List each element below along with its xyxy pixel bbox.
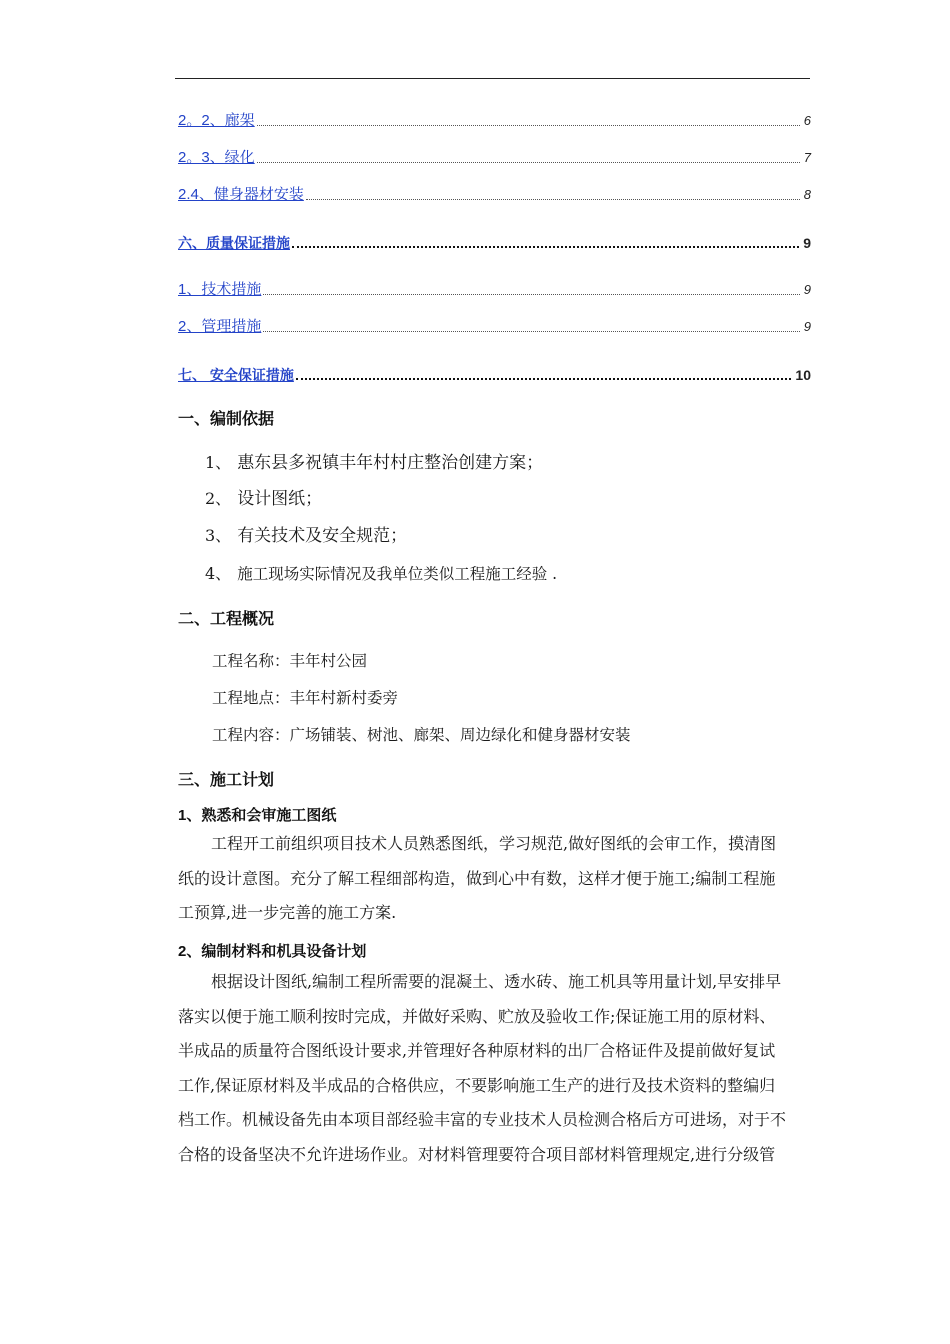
toc-link[interactable]: 2。3、绿化	[178, 149, 255, 166]
toc-page-number: 10	[795, 367, 811, 383]
paragraph-line: 纸的设计意图。充分了解工程细部构造，做到心中有数，这样才便于施工;编制工程施	[178, 868, 776, 888]
project-name: 工程名称：丰年村公园	[212, 652, 368, 670]
section-heading: 一、编制依据	[178, 411, 275, 428]
toc-page-number: 8	[803, 187, 811, 202]
toc-page-number: 7	[803, 150, 811, 165]
basis-item	[205, 448, 543, 473]
toc-entry[interactable]	[178, 277, 811, 299]
item-text: 有关技术及安全规范；	[237, 526, 408, 546]
toc-leader	[296, 378, 792, 380]
toc-page-number: 9	[803, 235, 811, 251]
paragraph-line: 落实以便于施工顺利按时完成，并做好采购、贮放及验收工作;保证施工用的原材料、	[178, 1006, 776, 1026]
toc-entry[interactable]	[178, 314, 811, 336]
paragraph	[178, 965, 810, 1172]
subsection-heading: 1、熟悉和会审施工图纸	[178, 807, 337, 824]
toc-link[interactable]: 六、质量保证措施	[178, 235, 290, 251]
toc-leader	[257, 125, 800, 126]
paragraph-line: 档工作。机械设备先由本项目部经验丰富的专业技术人员检测合格后方可进场，对于不	[178, 1110, 787, 1129]
toc-link[interactable]: 2。2、廊架	[178, 112, 255, 129]
toc-leader	[263, 331, 799, 332]
toc-leader	[263, 294, 799, 295]
paragraph-line: 工预算,进一步完善的施工方案.	[178, 903, 397, 922]
toc-link[interactable]: 七、 安全保证措施	[178, 367, 294, 383]
toc-leader	[292, 246, 799, 248]
header-rule	[175, 78, 810, 79]
toc-page-number: 6	[803, 113, 811, 128]
paragraph	[178, 827, 810, 931]
toc-entry[interactable]	[178, 145, 811, 167]
paragraph-line: 根据设计图纸,编制工程所需要的混凝土、透水砖、施工机具等用量计划,早安排早	[211, 972, 782, 991]
basis-item	[205, 561, 557, 584]
toc-leader	[257, 162, 800, 163]
section-heading: 三、施工计划	[178, 772, 275, 789]
toc-link[interactable]: 2、管理措施	[178, 318, 262, 335]
project-location: 工程地点：丰年村新村委旁	[212, 689, 399, 707]
toc-entry[interactable]	[178, 108, 811, 130]
item-text: 施工现场实际情况及我单位类似工程施工经验 .	[237, 565, 558, 583]
item-text: 设计图纸；	[237, 489, 323, 509]
toc-page-number: 9	[803, 319, 811, 334]
item-number: 4、	[205, 564, 232, 583]
project-content: 工程内容：广场铺装、树池、廊架、周边绿化和健身器材安装	[212, 726, 631, 744]
paragraph-line: 工作,保证原材料及半成品的合格供应，不要影响施工生产的进行及技术资料的整编归	[178, 1075, 776, 1095]
toc-leader	[306, 199, 800, 200]
toc-link[interactable]: 1、技术措施	[178, 281, 262, 298]
toc-entry[interactable]	[178, 182, 811, 204]
item-number: 2、	[205, 489, 232, 508]
basis-item	[205, 521, 407, 546]
subsection-heading: 2、编制材料和机具设备计划	[178, 943, 367, 960]
toc-entry-major[interactable]	[178, 230, 811, 252]
item-number: 3、	[205, 526, 232, 545]
item-number: 1、	[205, 453, 232, 472]
toc-entry-major[interactable]	[178, 362, 811, 384]
paragraph-line: 合格的设备坚决不允许进场作业。对材料管理要符合项目部材料管理规定,进行分级管	[178, 1144, 776, 1164]
item-text: 惠东县多祝镇丰年村村庄整治创建方案；	[237, 453, 544, 473]
section-heading: 二、工程概况	[178, 611, 275, 628]
toc-link[interactable]: 2.4、健身器材安装	[178, 186, 304, 203]
paragraph-line: 半成品的质量符合图纸设计要求,并管理好各种原材料的出厂合格证件及提前做好复试	[178, 1041, 776, 1060]
paragraph-line: 工程开工前组织项目技术人员熟悉图纸，学习规范,做好图纸的会审工作，摸清图	[211, 834, 777, 853]
toc-page-number: 9	[803, 282, 811, 297]
basis-item	[205, 484, 322, 509]
